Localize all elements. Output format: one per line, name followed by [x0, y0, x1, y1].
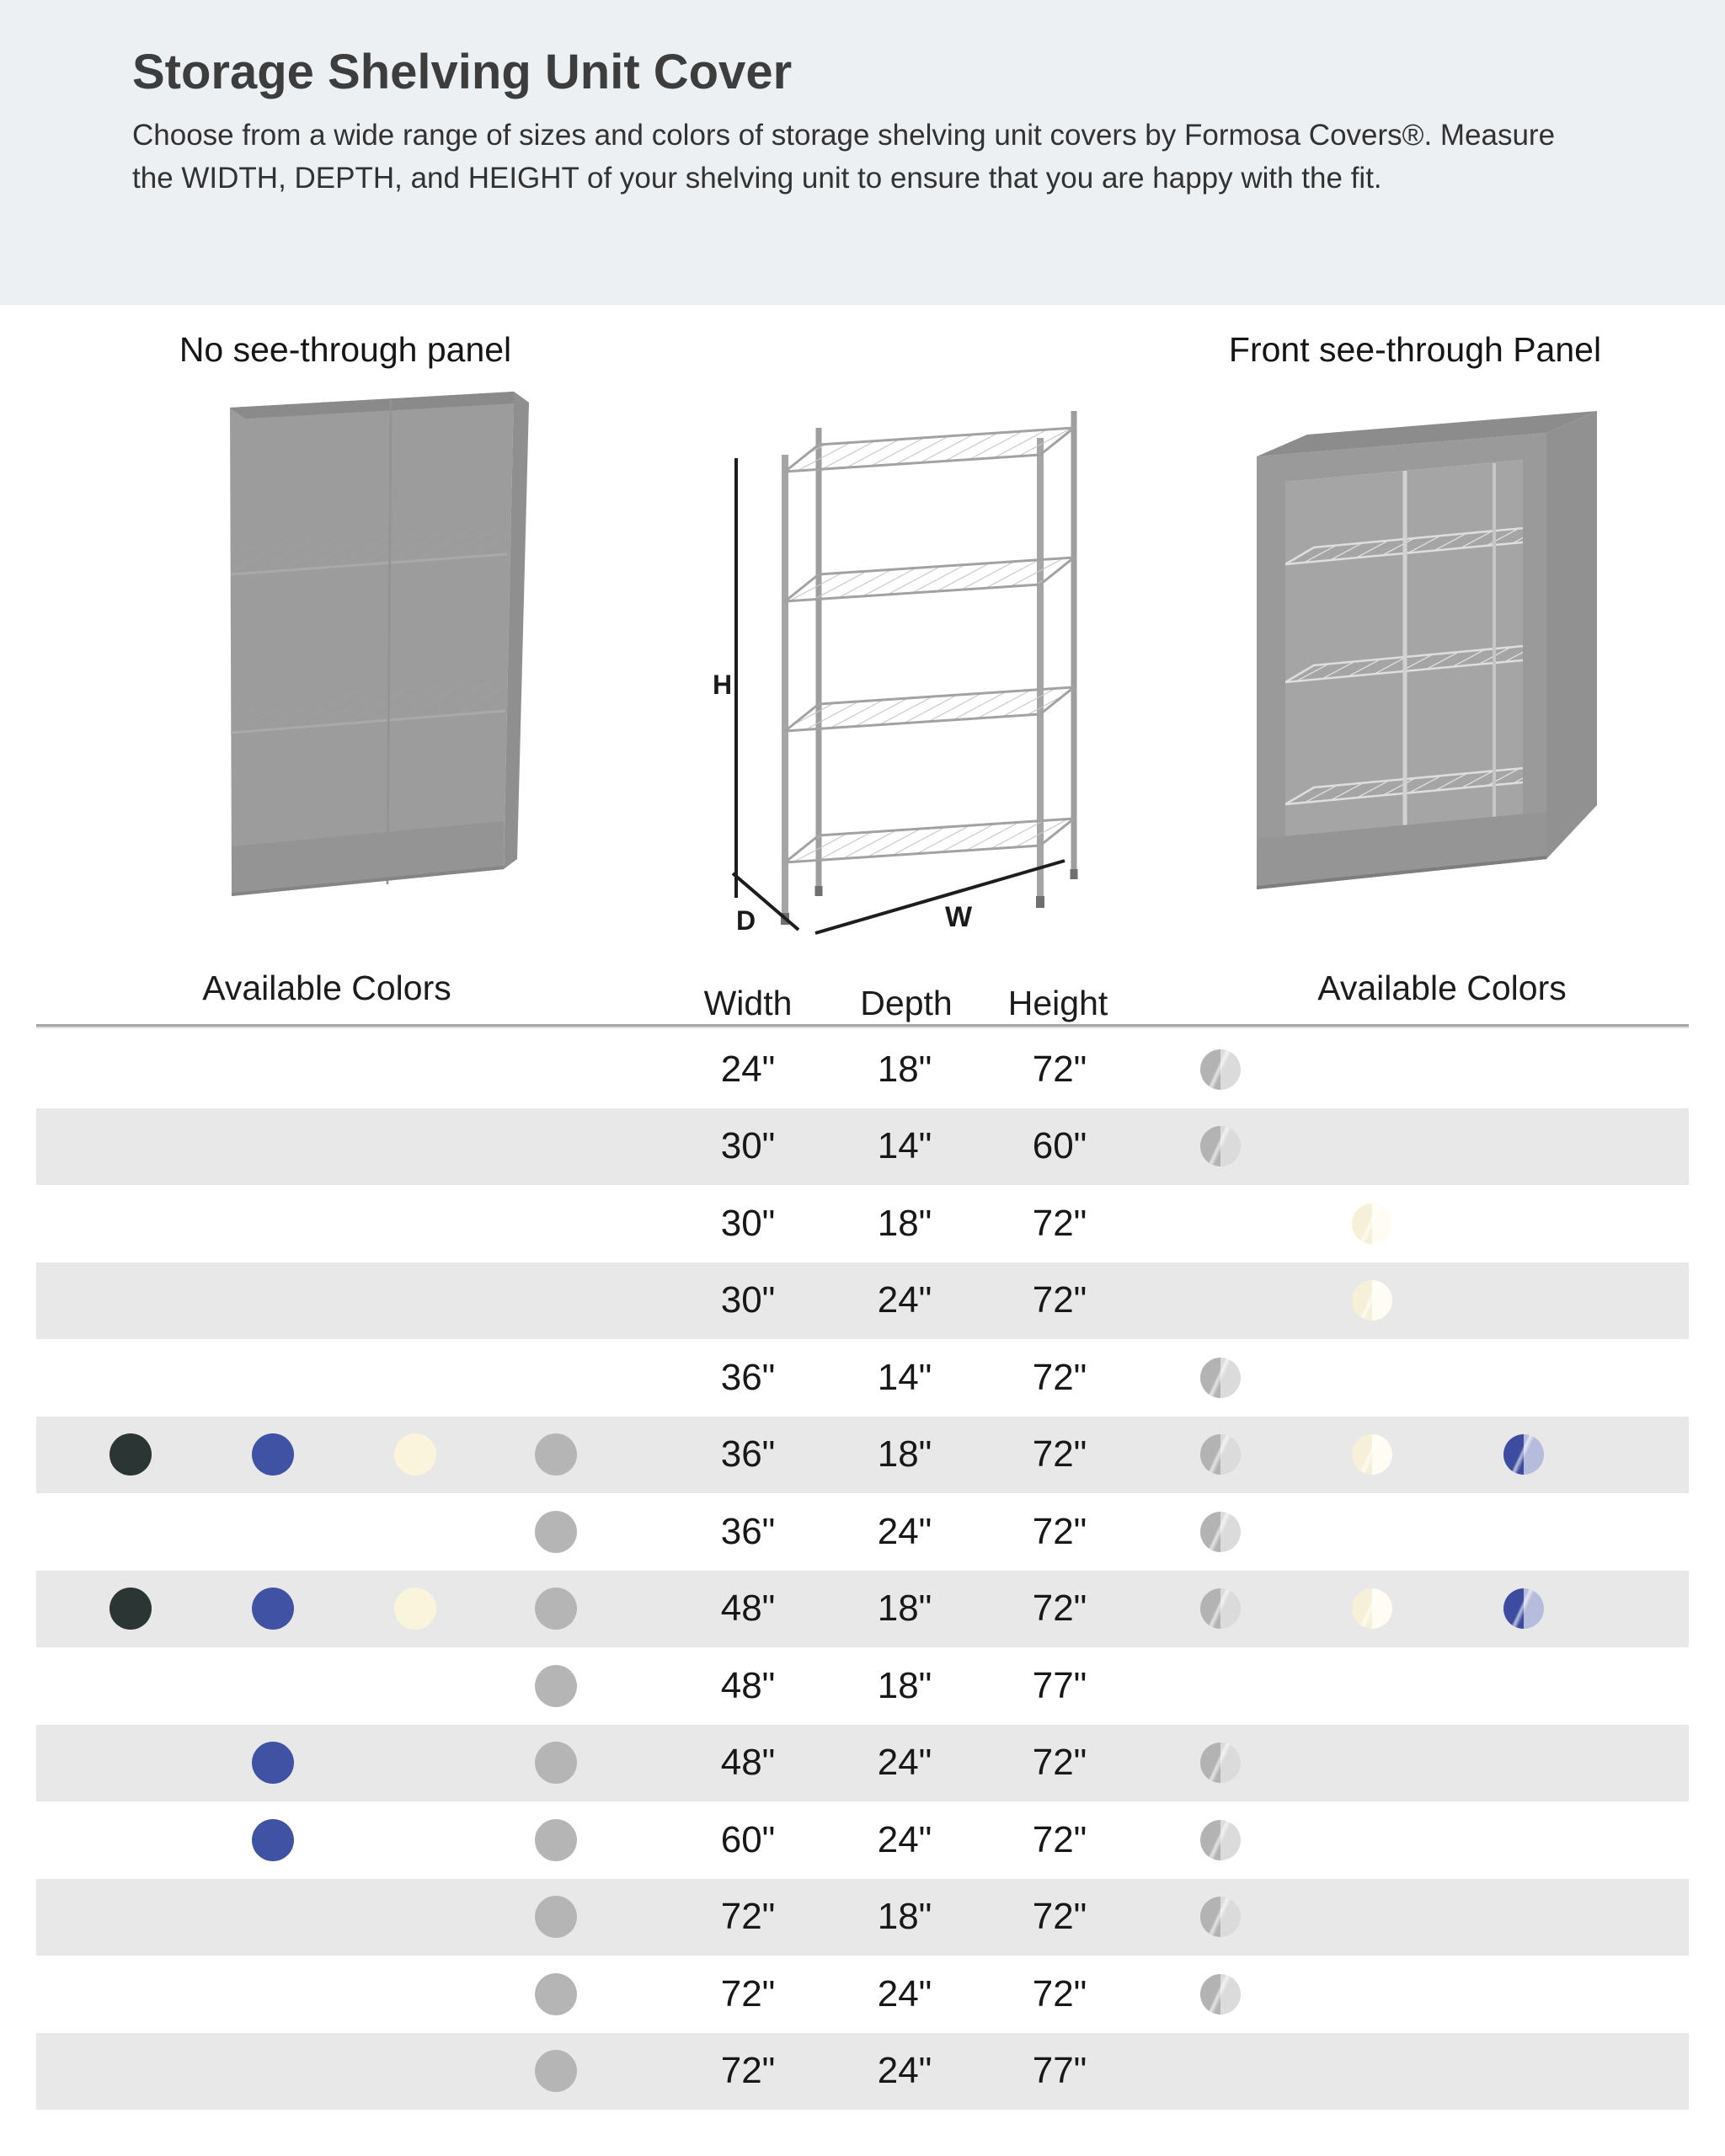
panel-swatch-gray	[1200, 1434, 1241, 1475]
panel-swatch-cream	[1352, 1280, 1392, 1321]
color-swatch-gray	[535, 2050, 577, 2092]
front-panel-shelving-image	[1245, 387, 1600, 893]
height-value: 72"	[1032, 1972, 1087, 2015]
width-dimension-line	[815, 861, 1065, 933]
table-row	[36, 1879, 1689, 1956]
panel-swatch-gray	[1200, 1820, 1241, 1860]
wire-shelf	[785, 819, 1074, 862]
depth-value: 24"	[877, 2050, 932, 2092]
color-swatch-blue	[252, 1433, 294, 1476]
table-row	[36, 1262, 1689, 1340]
depth-header: Depth	[860, 984, 953, 1022]
width-value: 30"	[720, 1279, 776, 1321]
table-row	[36, 2033, 1689, 2111]
table-row	[36, 1647, 1689, 1725]
depth-value: 24"	[877, 1279, 932, 1321]
width-value: 48"	[720, 1742, 776, 1784]
available-colors-header-right: Available Colors	[1317, 969, 1567, 1007]
covered-shelving-image	[221, 387, 545, 901]
width-value: 60"	[720, 1818, 776, 1860]
depth-value: 18"	[877, 1896, 932, 1938]
width-value: 72"	[720, 1972, 776, 2015]
depth-value: 18"	[877, 1664, 932, 1706]
color-swatch-gray	[535, 1665, 577, 1707]
panel-swatch-cream	[1352, 1203, 1392, 1244]
table-row	[36, 1571, 1689, 1648]
color-swatch-gray	[535, 1973, 577, 2015]
panel-swatch-gray	[1200, 1974, 1241, 2015]
no-see-through-label: No see-through panel	[179, 330, 512, 369]
panel-swatch-cream	[1352, 1434, 1392, 1475]
panel-swatch-gray	[1200, 1897, 1241, 1937]
width-value: 30"	[720, 1125, 776, 1167]
width-value: 48"	[720, 1588, 776, 1630]
color-swatch-cream	[394, 1433, 436, 1476]
depth-value: 14"	[877, 1356, 932, 1398]
height-value: 77"	[1032, 2050, 1087, 2092]
color-swatch-gray	[535, 1742, 577, 1784]
width-value: 36"	[720, 1356, 776, 1398]
width-value: 72"	[720, 2050, 776, 2092]
color-swatch-gray	[535, 1896, 577, 1938]
table-row	[36, 1956, 1689, 2033]
height-value: 72"	[1032, 1048, 1087, 1090]
panel-swatch-gray	[1200, 1049, 1241, 1090]
panel-swatch-gray	[1200, 1588, 1241, 1629]
panel-swatch-cream	[1352, 1588, 1392, 1629]
height-value: 72"	[1032, 1588, 1087, 1630]
width-dim-label: W	[945, 901, 973, 933]
color-swatch-blue	[252, 1742, 294, 1784]
depth-value: 18"	[877, 1048, 932, 1090]
table-row	[36, 1339, 1689, 1417]
width-value: 30"	[720, 1202, 776, 1244]
panel-swatch-gray	[1200, 1358, 1241, 1398]
color-swatch-black	[109, 1433, 152, 1476]
panel-swatch-blue	[1503, 1588, 1544, 1629]
width-value: 48"	[720, 1664, 776, 1706]
panel-swatch-blue	[1503, 1434, 1544, 1475]
height-value: 60"	[1032, 1125, 1087, 1167]
panel-swatch-gray	[1200, 1742, 1241, 1783]
size-table-rows	[36, 1031, 1689, 2110]
depth-value: 18"	[877, 1433, 932, 1476]
table-row	[36, 1417, 1689, 1494]
width-value: 72"	[720, 1896, 776, 1938]
front-see-through-label: Front see-through Panel	[1228, 330, 1602, 369]
color-swatch-cream	[394, 1588, 436, 1630]
page-description: Choose from a wide range of sizes and colors of storage shelving unit covers by Formosa Covers®. Measure the WIDTH, DEPTH, and HEIGHT of your shelving unit to ensure that you are happy with the fit.	[132, 119, 1556, 195]
depth-value: 24"	[877, 1742, 932, 1784]
depth-value: 14"	[877, 1125, 932, 1167]
width-value: 36"	[720, 1510, 776, 1552]
depth-dim-label: D	[736, 905, 756, 936]
page-title: Storage Shelving Unit Cover	[132, 45, 793, 99]
color-swatch-gray	[535, 1511, 577, 1553]
table-row	[36, 1108, 1689, 1186]
height-header: Height	[1007, 984, 1108, 1022]
shelving-dimensions-diagram	[708, 381, 1095, 937]
table-row	[36, 1493, 1689, 1571]
table-row	[36, 1185, 1689, 1262]
color-swatch-black	[109, 1588, 152, 1630]
height-value: 72"	[1032, 1896, 1087, 1938]
panel-swatch-gray	[1200, 1512, 1241, 1552]
table-divider	[36, 1024, 1689, 1027]
color-swatch-gray	[535, 1588, 577, 1630]
height-value: 72"	[1032, 1742, 1087, 1784]
color-swatch-gray	[535, 1819, 577, 1861]
table-row	[36, 1801, 1689, 1879]
depth-value: 18"	[877, 1588, 932, 1630]
available-colors-header-left: Available Colors	[202, 969, 451, 1007]
table-row	[36, 1031, 1689, 1108]
cover-side-face	[1546, 411, 1597, 859]
width-value: 36"	[720, 1433, 776, 1476]
table-row	[36, 1725, 1689, 1802]
height-value: 77"	[1032, 1664, 1087, 1706]
height-value: 72"	[1032, 1510, 1087, 1552]
wire-shelf	[785, 428, 1074, 472]
header-band	[0, 0, 1725, 305]
wire-shelf	[785, 687, 1074, 731]
depth-value: 18"	[877, 1202, 932, 1244]
height-value: 72"	[1032, 1818, 1087, 1860]
panel-swatch-gray	[1200, 1126, 1241, 1166]
depth-value: 24"	[877, 1510, 932, 1552]
cover-front-face	[230, 392, 514, 896]
wire-shelf	[785, 558, 1074, 601]
color-swatch-gray	[535, 1433, 577, 1476]
color-swatch-blue	[252, 1819, 294, 1861]
width-header: Width	[703, 984, 793, 1022]
height-value: 72"	[1032, 1202, 1087, 1244]
height-value: 72"	[1032, 1356, 1087, 1398]
width-value: 24"	[720, 1048, 776, 1090]
depth-value: 24"	[877, 1818, 932, 1860]
depth-value: 24"	[877, 1972, 932, 2015]
height-dim-label: H	[713, 670, 733, 700]
color-swatch-blue	[252, 1588, 294, 1630]
height-value: 72"	[1032, 1279, 1087, 1321]
height-value: 72"	[1032, 1433, 1087, 1476]
